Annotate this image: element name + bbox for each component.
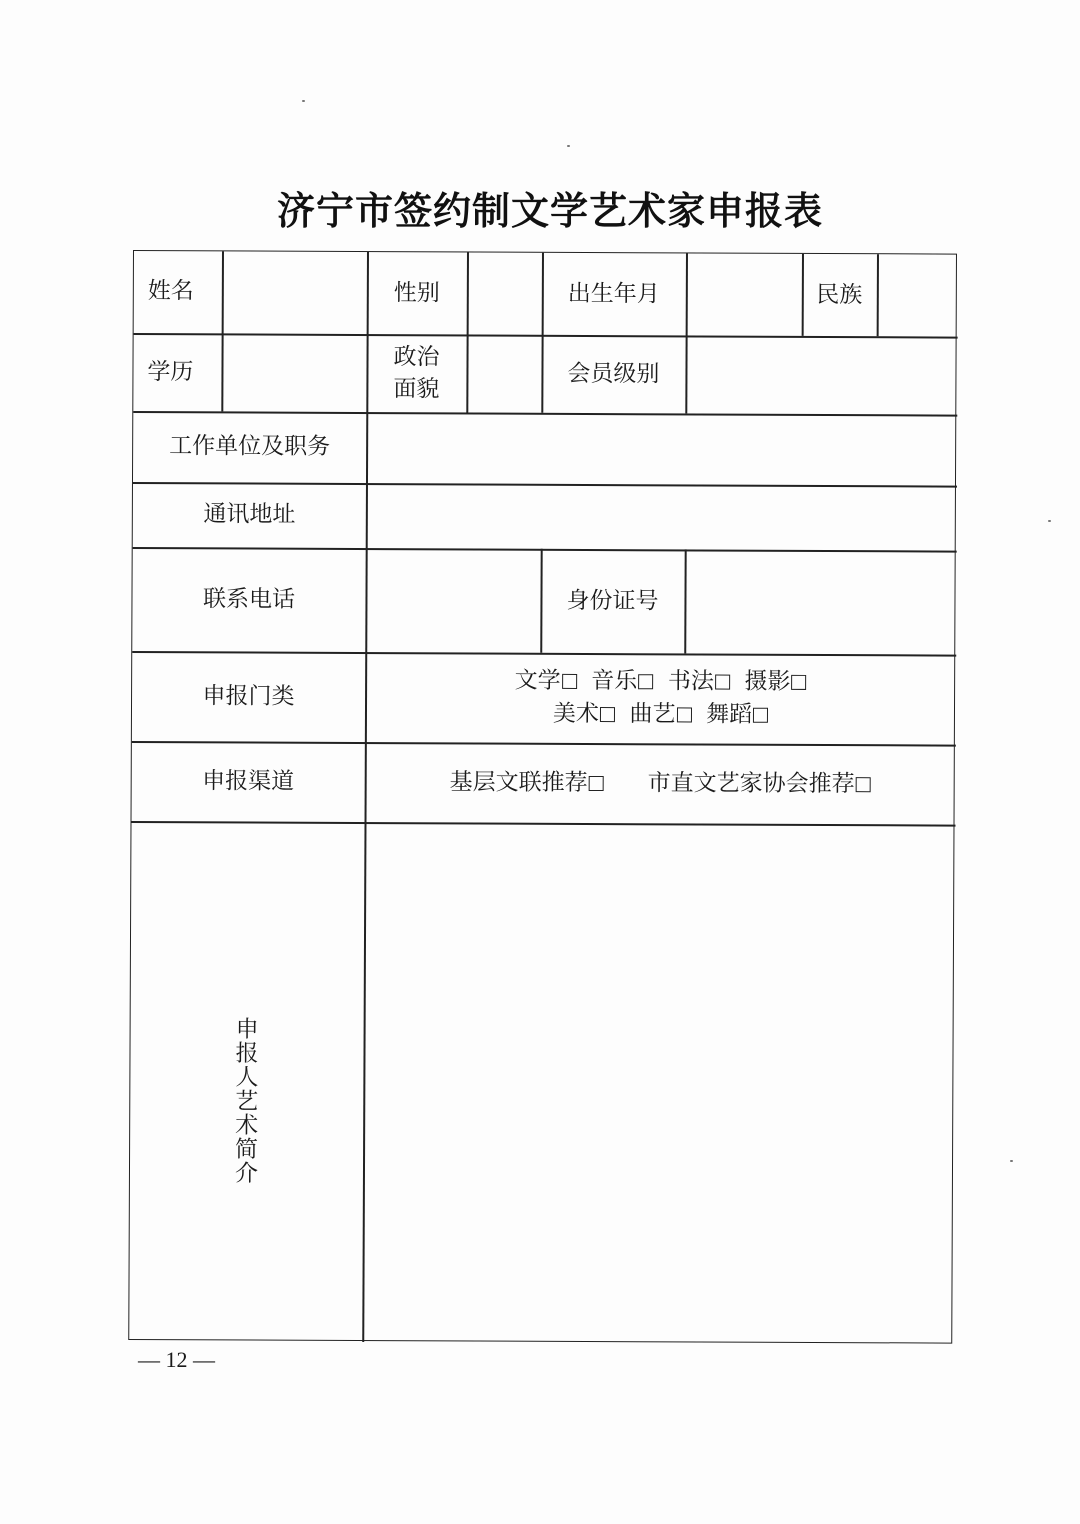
education-field[interactable]: [221, 333, 366, 412]
address-field[interactable]: [366, 483, 957, 551]
page-number: — 12 —: [138, 1347, 215, 1372]
checkbox[interactable]: [638, 674, 653, 689]
category-option[interactable]: 曲艺: [629, 701, 691, 727]
political-field[interactable]: [466, 334, 541, 412]
education-label: 学历: [147, 358, 194, 386]
category-options-line1: [515, 664, 807, 699]
address-label: 通讯地址: [203, 501, 296, 529]
gender-label: 性别: [393, 280, 440, 307]
checkbox[interactable]: [676, 707, 691, 722]
ethnicity-label: 民族: [816, 281, 863, 309]
channel-label: 申报渠道: [202, 768, 295, 795]
gender-field[interactable]: [467, 252, 542, 334]
form-title: 济宁市签约制文学艺术家申报表: [276, 189, 823, 233]
checkbox[interactable]: [856, 777, 871, 792]
bio-field[interactable]: [364, 824, 955, 1345]
channel-option[interactable]: 基层文联推荐: [450, 766, 604, 799]
checkbox[interactable]: [589, 776, 604, 791]
category-option[interactable]: 书法: [668, 668, 730, 694]
name-label: 姓名: [147, 278, 194, 305]
employer-label: 工作单位及职务: [169, 433, 331, 461]
category-options: [365, 652, 956, 745]
political-label-line1: 政治: [393, 343, 440, 371]
phone-label: 联系电话: [202, 586, 296, 613]
checkbox[interactable]: [792, 675, 807, 690]
checkbox[interactable]: [753, 708, 768, 723]
employer-field[interactable]: [366, 412, 957, 486]
category-options-line2: [553, 698, 768, 732]
political-label-line2: 面貌: [393, 376, 440, 403]
category-option[interactable]: 文学: [515, 667, 577, 693]
channel-option[interactable]: 市直文艺家协会推荐: [648, 767, 871, 800]
category-label: 申报门类: [202, 683, 295, 710]
category-option[interactable]: 美术: [553, 701, 615, 727]
category-option[interactable]: 舞蹈: [706, 702, 768, 728]
birth-field[interactable]: [686, 253, 802, 336]
channel-options: [365, 742, 956, 825]
birth-label: 出生年月: [567, 280, 660, 308]
application-form: [128, 250, 957, 1344]
bio-label: 申报人艺术简介: [230, 1016, 258, 1185]
phone-field[interactable]: [365, 548, 540, 653]
id-number-field[interactable]: [684, 549, 956, 654]
checkbox[interactable]: [715, 674, 730, 689]
political-label: [366, 334, 466, 412]
member-level-label: 会员级别: [567, 360, 660, 388]
checkbox[interactable]: [562, 674, 577, 689]
member-level-field[interactable]: [685, 335, 957, 414]
category-option[interactable]: 音乐: [591, 668, 653, 694]
id-number-label: 身份证号: [566, 587, 659, 615]
checkbox[interactable]: [600, 707, 615, 722]
name-field[interactable]: [222, 251, 367, 334]
category-option[interactable]: 摄影: [745, 668, 807, 694]
ethnicity-field[interactable]: [877, 254, 958, 336]
